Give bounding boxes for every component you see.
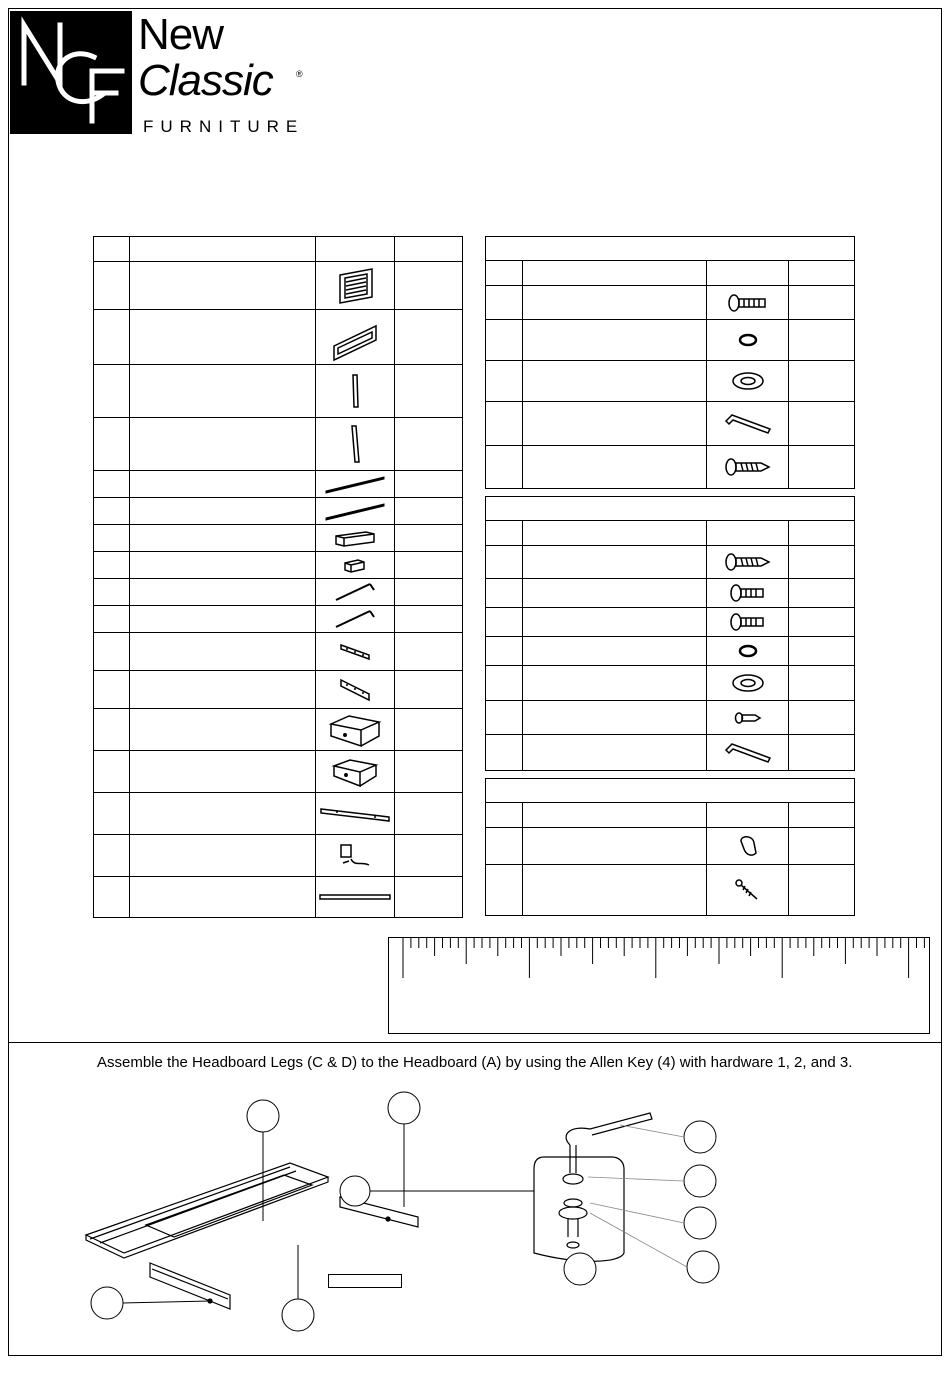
table-row bbox=[486, 666, 855, 701]
callout-1 bbox=[687, 1251, 719, 1283]
table-header-row bbox=[486, 803, 855, 828]
callout-detail bbox=[340, 1176, 370, 1206]
logo-monogram-block bbox=[10, 11, 132, 134]
table-row bbox=[94, 365, 463, 418]
table-row bbox=[486, 828, 855, 865]
brand-line-2: Classic bbox=[138, 56, 273, 105]
table-row bbox=[94, 471, 463, 498]
side-rail-icon bbox=[322, 500, 388, 522]
table-row bbox=[94, 877, 463, 918]
bracket-icon bbox=[337, 641, 373, 663]
monogram-icon bbox=[10, 11, 132, 134]
hardware-table bbox=[485, 236, 855, 489]
headboard-leg-icon bbox=[345, 422, 365, 466]
callout-b bbox=[282, 1299, 314, 1331]
table-row bbox=[486, 637, 855, 666]
brand-logo bbox=[10, 11, 310, 134]
hardware-table bbox=[485, 778, 855, 916]
flat-washer-icon bbox=[728, 369, 768, 393]
wood-screw-icon bbox=[723, 552, 773, 572]
table-header-row bbox=[486, 261, 855, 286]
callout-a bbox=[247, 1100, 279, 1132]
footboard-icon bbox=[328, 312, 382, 362]
table-row bbox=[486, 579, 855, 608]
flat-washer-icon bbox=[728, 671, 768, 695]
wood-screw-icon bbox=[723, 457, 773, 477]
table-row bbox=[486, 402, 855, 446]
table-header-row bbox=[94, 237, 463, 262]
table-row bbox=[486, 546, 855, 579]
bracket-icon bbox=[337, 676, 373, 704]
table-row bbox=[94, 633, 463, 671]
block-icon bbox=[332, 528, 378, 548]
registered-mark: ® bbox=[296, 69, 303, 79]
slat-hook-icon bbox=[332, 607, 378, 631]
allen-key-icon bbox=[722, 740, 774, 766]
table-title-row bbox=[486, 237, 855, 261]
table-row bbox=[94, 262, 463, 310]
table-row bbox=[94, 835, 463, 877]
table-row bbox=[94, 671, 463, 709]
table-row bbox=[486, 320, 855, 361]
table-row bbox=[94, 525, 463, 552]
hardware-table bbox=[485, 496, 855, 771]
drawer-icon bbox=[330, 754, 380, 790]
assembly-instruction: Assemble the Headboard Legs (C & D) to the Headboard (A) by using the Allen Key (4) with hardware 1, 2, and 3. bbox=[97, 1054, 853, 1071]
assembly-diagram bbox=[60, 1085, 740, 1345]
bolt-icon bbox=[728, 612, 768, 632]
table-row bbox=[94, 418, 463, 471]
knob-screw-icon bbox=[733, 877, 763, 903]
table-header-row bbox=[486, 521, 855, 546]
lock-washer-icon bbox=[736, 332, 760, 348]
power-adapter-icon bbox=[335, 839, 375, 873]
table-row bbox=[94, 606, 463, 633]
table-title-row bbox=[486, 779, 855, 803]
ruler-scale bbox=[389, 938, 929, 1033]
table-row bbox=[94, 552, 463, 579]
section-divider bbox=[8, 1042, 942, 1043]
rod-icon bbox=[317, 892, 393, 902]
table-title-row bbox=[486, 497, 855, 521]
callout-d bbox=[388, 1092, 420, 1124]
headboard-outline bbox=[86, 1163, 328, 1253]
measuring-ruler bbox=[388, 937, 930, 1034]
long-rail-icon bbox=[317, 803, 393, 825]
small-screw-icon bbox=[733, 710, 763, 726]
table-row bbox=[94, 793, 463, 835]
table-row bbox=[94, 498, 463, 525]
knob-icon bbox=[736, 833, 760, 859]
table-row bbox=[486, 446, 855, 489]
lock-washer-icon bbox=[736, 643, 760, 659]
allen-key-icon bbox=[722, 411, 774, 437]
table-row bbox=[486, 735, 855, 771]
small-block-icon bbox=[342, 556, 368, 574]
bolt-icon bbox=[728, 583, 768, 603]
table-row bbox=[94, 310, 463, 365]
table-row bbox=[486, 286, 855, 320]
headboard-leg-icon bbox=[345, 371, 365, 411]
drawer-icon bbox=[327, 710, 383, 750]
table-row bbox=[94, 751, 463, 793]
table-row bbox=[486, 865, 855, 916]
headboard-icon bbox=[330, 267, 380, 305]
callout-part bbox=[564, 1253, 596, 1285]
callout-2 bbox=[684, 1207, 716, 1239]
slat-hook-icon bbox=[332, 580, 378, 604]
table-row bbox=[486, 701, 855, 735]
side-rail-icon bbox=[322, 473, 388, 495]
callout-3 bbox=[684, 1165, 716, 1197]
table-row bbox=[486, 608, 855, 637]
brand-line-1: New bbox=[138, 10, 224, 59]
parts-table bbox=[93, 236, 463, 918]
table-row bbox=[94, 709, 463, 751]
bolt-icon bbox=[726, 293, 770, 313]
callout-c bbox=[91, 1287, 123, 1319]
brand-line-3: FURNITURE bbox=[143, 117, 305, 136]
part-label-box bbox=[328, 1274, 402, 1288]
table-row bbox=[94, 579, 463, 606]
table-row bbox=[486, 361, 855, 402]
callout-4 bbox=[684, 1121, 716, 1153]
